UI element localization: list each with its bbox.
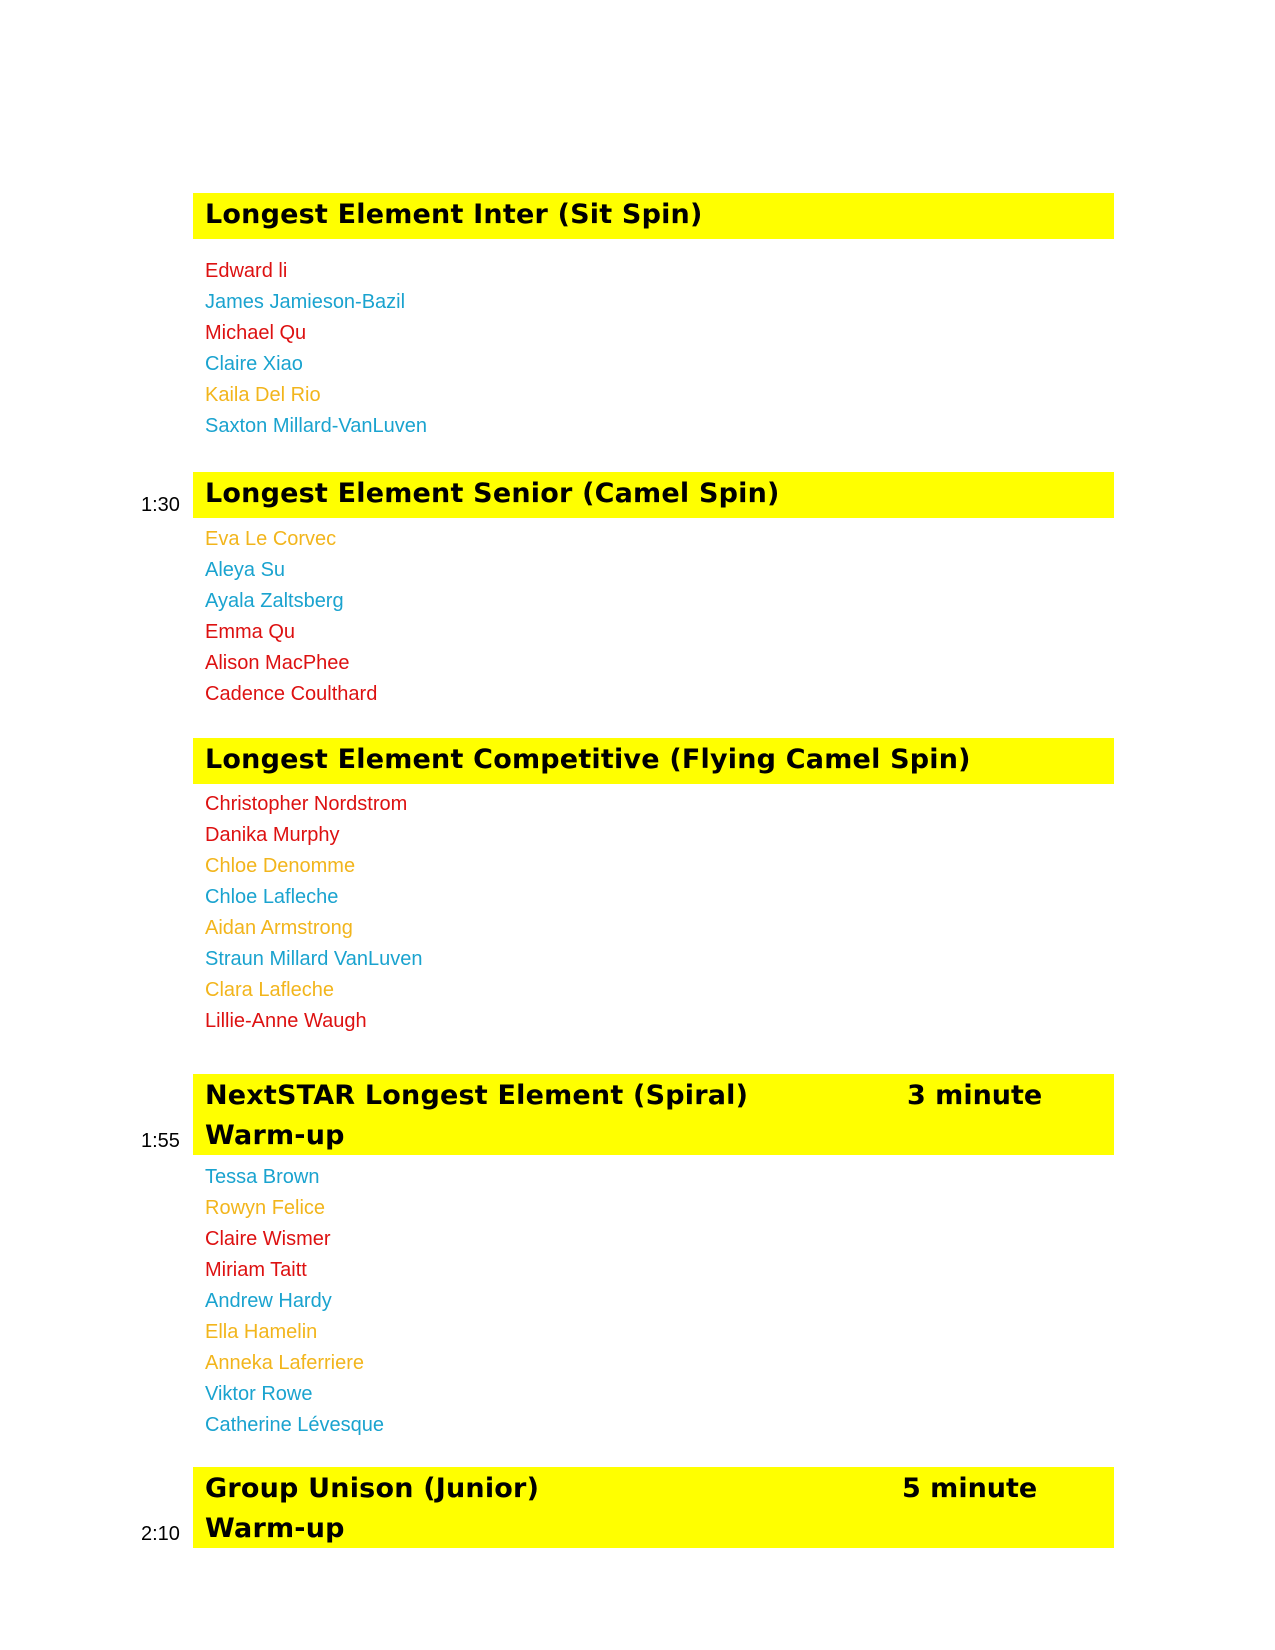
warmup-label: Warm-up <box>205 1513 345 1544</box>
skater-name: Ayala Zaltsberg <box>205 590 344 612</box>
skater-name: Tessa Brown <box>205 1166 320 1188</box>
skater-name: Viktor Rowe <box>205 1383 313 1405</box>
skater-name: Straun Millard VanLuven <box>205 948 423 970</box>
skater-name: Michael Qu <box>205 322 307 344</box>
skater-list <box>205 1162 384 1441</box>
warmup-duration: 5 minute <box>902 1473 1038 1504</box>
skater-name: Andrew Hardy <box>205 1290 332 1312</box>
event-banner <box>193 738 1114 784</box>
skater-list <box>205 789 423 1037</box>
event-title: NextSTAR Longest Element (Spiral) <box>205 1080 749 1111</box>
event-banner <box>193 1074 1114 1155</box>
start-time: 2:10 <box>141 1523 180 1545</box>
skater-name: Chloe Denomme <box>205 855 356 877</box>
skater-name: Chloe Lafleche <box>205 886 339 908</box>
skater-list <box>205 256 427 442</box>
event-title: Longest Element Senior (Camel Spin) <box>205 478 780 509</box>
event-title: Longest Element Competitive (Flying Camel Spin) <box>205 744 971 775</box>
skater-name: Miriam Taitt <box>205 1259 307 1281</box>
skater-name: Edward li <box>205 260 288 282</box>
event-title: Group Unison (Junior) <box>205 1473 540 1504</box>
skater-name: James Jamieson-Bazil <box>205 291 406 313</box>
skater-name: Danika Murphy <box>205 824 340 846</box>
skater-name: Ella Hamelin <box>205 1321 318 1343</box>
skater-name: Alison MacPhee <box>205 652 350 674</box>
skater-name: Catherine Lévesque <box>205 1414 385 1436</box>
skater-name: Emma Qu <box>205 621 296 643</box>
start-time: 1:55 <box>141 1130 180 1152</box>
skater-name: Anneka Laferriere <box>205 1352 364 1374</box>
skater-name: Cadence Coulthard <box>205 683 378 705</box>
skater-name: Claire Wismer <box>205 1228 331 1250</box>
event-banner <box>193 472 1114 518</box>
skater-name: Saxton Millard-VanLuven <box>205 415 427 437</box>
warmup-duration: 3 minute <box>907 1080 1043 1111</box>
skater-name: Kaila Del Rio <box>205 384 321 406</box>
skater-name: Rowyn Felice <box>205 1197 326 1219</box>
skater-name: Christopher Nordstrom <box>205 793 408 815</box>
skater-name: Aleya Su <box>205 559 286 581</box>
event-banner <box>193 1467 1114 1548</box>
start-time: 1:30 <box>141 494 180 516</box>
event-banner <box>193 193 1114 239</box>
skater-name: Aidan Armstrong <box>205 917 353 939</box>
warmup-label: Warm-up <box>205 1120 345 1151</box>
event-title: Longest Element Inter (Sit Spin) <box>205 199 703 230</box>
skater-name: Eva Le Corvec <box>205 528 337 550</box>
skater-name: Clara Lafleche <box>205 979 334 1001</box>
skater-name: Claire Xiao <box>205 353 303 375</box>
skater-name: Lillie-Anne Waugh <box>205 1010 367 1032</box>
skater-list <box>205 524 377 710</box>
